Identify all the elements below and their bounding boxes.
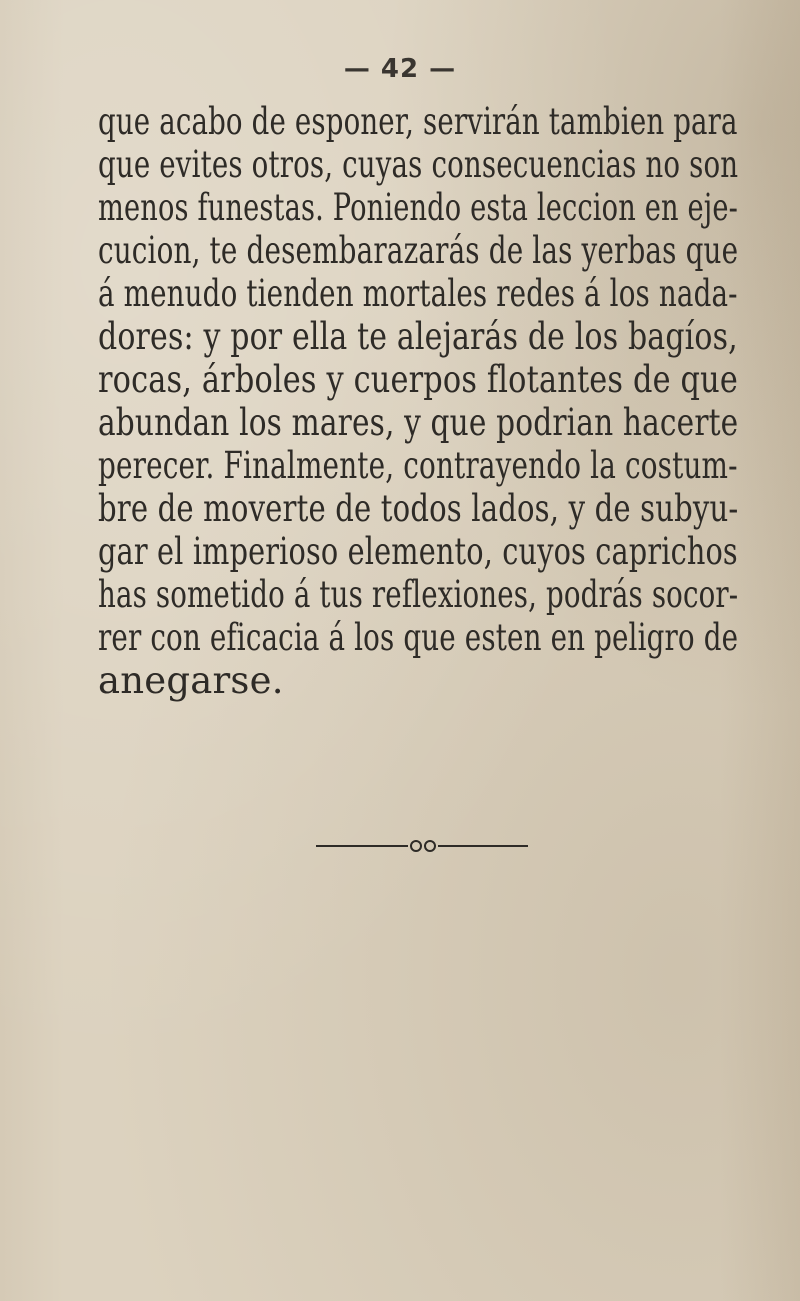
text-line-2: que evites otros, cuyas consecuencias no son — [98, 143, 739, 186]
closing-ornament — [316, 840, 528, 852]
text-line-10: bre de moverte de todos lados, y de subyu- — [98, 487, 739, 530]
text-line-14: anegarse. — [98, 659, 284, 702]
text-line-12: has sometido á tus reflexiones, podrás socor- — [98, 573, 739, 616]
text-line-6: dores: y por ella te alejarás de los bagíos, — [98, 315, 738, 358]
text-line-13: rer con eficacia á los que esten en peligro de — [98, 616, 739, 659]
text-line-1: que acabo de esponer, servirán tambien para — [98, 100, 738, 143]
text-line-8: abundan los mares, y que podrian hacerte — [98, 401, 739, 444]
text-line-5: á menudo tienden mortales redes á los nada- — [98, 272, 738, 315]
page-number: — 42 — — [343, 54, 457, 84]
text-line-9: perecer. Finalmente, contrayendo la costum- — [98, 444, 738, 487]
text-line-3: menos funestas. Poniendo esta leccion en eje- — [98, 186, 738, 229]
text-line-11: gar el imperioso elemento, cuyos caprichos — [98, 530, 738, 573]
text-line-7: rocas, árboles y cuerpos flotantes de que — [98, 358, 738, 401]
divider-ornament-icon — [316, 840, 528, 852]
text-line-4: cucion, te desembarazarás de las yerbas que — [98, 229, 739, 272]
